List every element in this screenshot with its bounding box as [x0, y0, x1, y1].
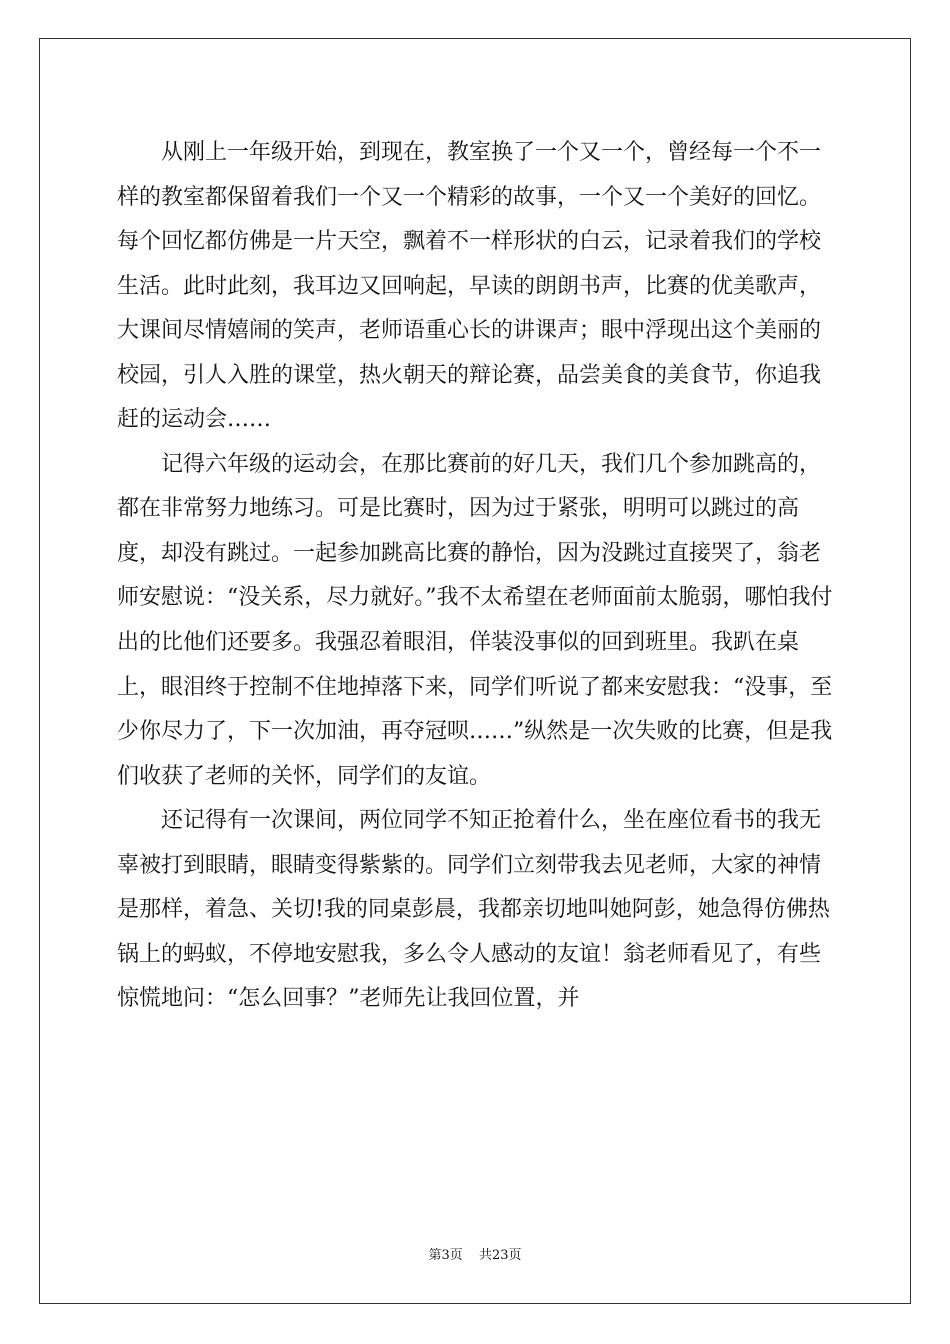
current-page: 第3页 [428, 1248, 463, 1263]
paragraph-3: 还记得有一次课间，两位同学不知正抢着什么，坐在座位看书的我无辜被打到眼睛，眼睛变得紫紫的。同学们立刻带我去见老师，大家的神情是那样，着急、关切!我的同桌彭晨，我都亲切地叫她阿彭，她急得仿佛热锅上的蚂蚁，不停地安慰我，多么令人感动的友谊！翁老师看见了，有些惊慌地问：“怎么回事？”老师先让我回位置，并 [117, 808, 830, 1012]
body-text [117, 131, 837, 1022]
page-footer [0, 1244, 950, 1263]
paragraph-2: 记得六年级的运动会，在那比赛前的好几天，我们几个参加跳高的，都在非常努力地练习。可是比赛时，因为过于紧张，明明可以跳过的高度，却没有跳过。一起参加跳高比赛的静怡，因为没跳过直接哭了，翁老师安慰说：“没关系，尽力就好。”我不太希望在老师面前太脆弱，哪怕我付出的比他们还要多。我强忍着眼泪，佯装没事似的回到班里。我趴在桌上，眼泪终于控制不住地掉落下来，同学们听说了都来安慰我：“没事，至少你尽力了，下一次加油，再夺冠呗……”纵然是一次失败的比赛，但是我们收获了老师的关怀，同学们的友谊。 [117, 451, 833, 789]
total-pages: 共23页 [478, 1248, 522, 1263]
paragraph-1: 从刚上一年级开始，到现在，教室换了一个又一个，曾经每一个不一样的教室都保留着我们一个又一个精彩的故事，一个又一个美好的回忆。每个回忆都仿佛是一片天空，飘着不一样形状的白云，记录着我们的学校生活。此时此刻，我耳边又回响起，早读的朗朗书声，比赛的优美歌声，大课间尽情嬉闹的笑声，老师语重心长的讲课声；眼中浮现出这个美丽的校园，引人入胜的课堂，热火朝天的辩论赛，品尝美食的美食节，你追我赶的运动会…… [117, 140, 822, 433]
